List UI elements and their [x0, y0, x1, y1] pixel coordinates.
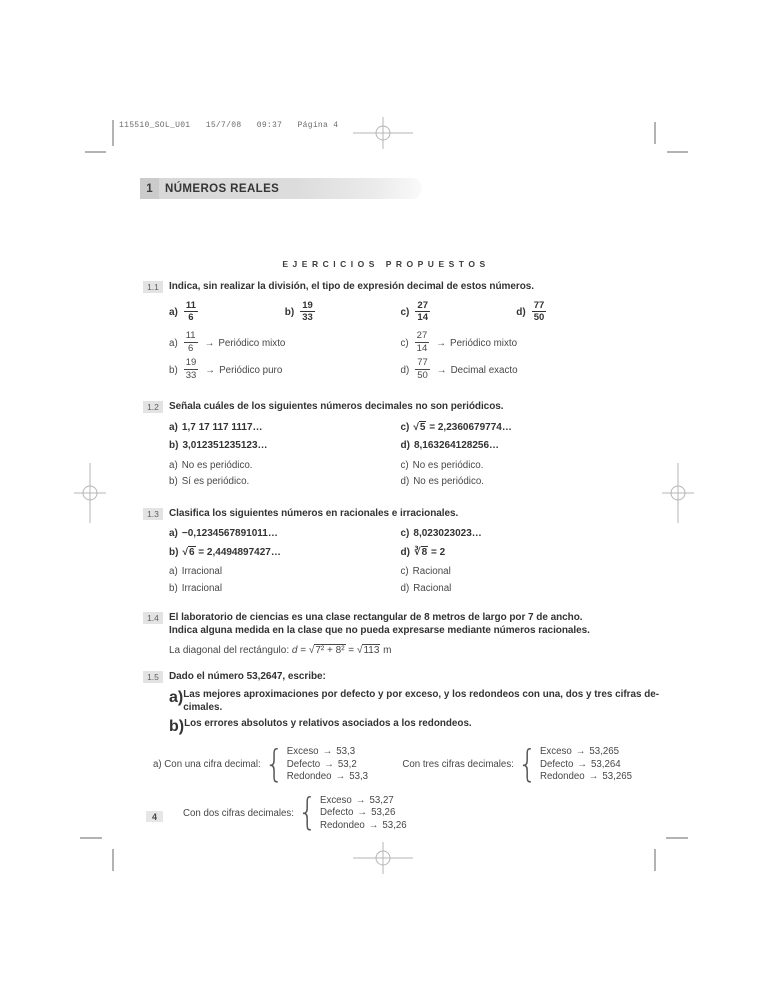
arrow-glyph: →: [436, 337, 447, 349]
exercise-1-2-answers: [169, 459, 632, 489]
formula-text: m: [380, 644, 392, 656]
exercise-1-4-statement: [169, 611, 632, 638]
exercise-1-4-number: 1.4: [143, 612, 163, 624]
radicand: 5: [419, 421, 426, 433]
group-row: [287, 759, 368, 772]
variable-d: d: [291, 644, 298, 656]
answer-label: c): [400, 566, 409, 578]
item-text: 8,023023023…: [413, 528, 482, 540]
page-content: [140, 178, 660, 835]
item-text: −0,1234567891011…: [181, 528, 278, 540]
item-text: Los errores absolutos y relativos asociados a los redondeos.: [184, 718, 472, 730]
answer-line: [169, 565, 401, 579]
registration-mark-top: [353, 117, 413, 149]
exercise-1-3-answers: [169, 565, 632, 595]
exercise-1-1: [140, 280, 632, 382]
radicand: 113: [363, 644, 380, 656]
exercise-1-3-number: 1.3: [143, 508, 163, 520]
item-label: b): [169, 718, 185, 736]
item-text: = 2,4494897427…: [195, 546, 281, 558]
radical-sign: √: [182, 546, 188, 558]
group-row: [287, 746, 368, 759]
arrow-glyph: →: [324, 758, 334, 770]
exercise-1-5-answers: [153, 742, 632, 835]
crop-mark: [112, 849, 114, 871]
round-type: Exceso: [539, 746, 572, 758]
exercise-1-2-statement: Señala cuáles de los siguientes números decimales no son periódicos.: [169, 401, 504, 413]
rounding-group-one-decimal: [153, 742, 369, 787]
fraction: [184, 301, 198, 325]
radical-sign: √: [356, 644, 363, 656]
arrow-glyph: →: [368, 819, 379, 831]
fraction-denominator: 6: [188, 312, 194, 324]
exercise-1-3-statement: Clasifica los siguientes números en racionales e irracionales.: [169, 507, 459, 519]
arrow-glyph: →: [335, 771, 346, 783]
fraction-item: [401, 301, 517, 325]
answer-line: [169, 358, 401, 382]
fraction-denominator: 50: [417, 370, 428, 382]
statement-line: El laboratorio de ciencias es una clase rectangular de 8 metros de largo por 7 de ancho.: [169, 611, 583, 623]
round-value: 53,27: [369, 794, 394, 806]
item-label: a): [169, 421, 178, 433]
item-label: b): [284, 306, 295, 318]
item-label: c): [400, 421, 410, 433]
arrow-glyph: →: [205, 364, 216, 376]
crop-mark: [80, 837, 102, 839]
item-line: [401, 545, 633, 561]
fraction-item: [169, 301, 285, 325]
answer-text: Periódico mixto: [218, 337, 286, 349]
answer-text: No es periódico.: [412, 459, 484, 471]
exercise-1-5-statement: Dado el número 53,2647, escribe:: [169, 670, 326, 682]
fraction-denominator: 14: [416, 343, 428, 355]
item-text: 3,012351235123…: [182, 440, 268, 452]
round-type: Exceso: [286, 746, 319, 758]
fraction-numerator: 11: [185, 299, 196, 311]
item-line: [401, 420, 633, 436]
fraction: [415, 358, 430, 382]
answer-label: a): [169, 566, 178, 578]
exercise-1-5: [140, 670, 660, 835]
item-label: c): [400, 306, 410, 318]
item-line: [169, 420, 401, 436]
fraction-item: [516, 301, 632, 325]
group-label: Con tres cifras decimales:: [402, 759, 514, 771]
crop-mark: [654, 849, 656, 871]
fraction-numerator: 19: [185, 357, 197, 369]
exercise-1-5-item-b: [169, 718, 632, 736]
item-text: Las mejores aproximaciones por defecto y por exceso, y los redondeos con una, dos y tres cifras de-: [183, 689, 660, 701]
answer-text: Periódico mixto: [450, 337, 518, 349]
group-row: [540, 759, 632, 772]
brace-glyph: {: [297, 790, 318, 835]
answer-line: [169, 331, 401, 355]
round-value: 53,265: [602, 771, 632, 783]
answer-text: Irracional: [181, 566, 223, 578]
fraction: [532, 301, 547, 325]
chapter-title-bar: [140, 178, 422, 199]
item-label: a): [169, 528, 178, 540]
fraction-numerator: 19: [302, 299, 313, 311]
round-type: Redondeo: [286, 771, 332, 783]
round-type: Defecto: [320, 807, 354, 819]
item-line: [401, 526, 633, 542]
fraction-denominator: 50: [533, 312, 545, 324]
item-text: cimales.: [183, 702, 223, 714]
round-value: 53,26: [371, 807, 396, 819]
group-row: [540, 746, 632, 759]
round-value: 53,26: [382, 819, 407, 831]
crop-mark: [112, 120, 114, 146]
fraction-item: [285, 301, 401, 325]
answer-text: Decimal exacto: [450, 364, 518, 376]
exercise-1-1-items: [169, 301, 632, 325]
arrow-glyph: →: [436, 364, 447, 376]
statement-line: Indica alguna medida en la clase que no pueda expresarse mediante números racionales.: [169, 625, 590, 637]
answer-text: Racional: [413, 583, 452, 595]
fraction-numerator: 77: [533, 299, 545, 311]
answer-text: No es periódico.: [181, 459, 253, 471]
item-text: 1,7 17 117 1117…: [181, 421, 263, 433]
group-row: [320, 807, 407, 820]
answer-label: d): [400, 364, 410, 376]
item-label: a): [169, 689, 184, 707]
arrow-glyph: →: [204, 337, 215, 349]
arrow-glyph: →: [577, 758, 588, 770]
crop-mark: [666, 837, 688, 839]
fraction-numerator: 27: [417, 299, 428, 311]
group-label: Con dos cifras decimales:: [183, 807, 294, 819]
round-value: 53,264: [591, 758, 621, 770]
round-value: 53,265: [589, 746, 620, 758]
registration-mark-bottom: [353, 842, 413, 874]
brace-glyph: {: [264, 742, 284, 787]
fraction-denominator: 14: [417, 312, 428, 324]
exercise-1-2: [140, 400, 632, 489]
answer-label: c): [400, 459, 409, 471]
fraction-numerator: 77: [417, 357, 428, 369]
radical-sign: √: [413, 421, 419, 433]
exercise-1-3: [140, 507, 632, 596]
group-label: a) Con una cifra decimal:: [153, 759, 261, 771]
item-text: = 2,2360679774…: [426, 421, 512, 433]
answer-text: No es periódico.: [413, 476, 485, 488]
item-line: [401, 438, 633, 454]
answer-label: c): [400, 337, 409, 349]
round-value: 53,3: [336, 746, 356, 758]
group-row: [287, 771, 368, 784]
item-label: d): [516, 306, 526, 318]
answer-label: d): [400, 583, 410, 595]
fraction: [415, 331, 430, 355]
fraction: [184, 331, 198, 355]
exercise-1-4: [140, 611, 632, 656]
arrow-glyph: →: [575, 746, 586, 758]
exercise-1-4-answer-formula: [169, 645, 632, 656]
registration-mark-right: [662, 463, 694, 523]
formula-text: =: [345, 644, 357, 656]
round-type: Defecto: [539, 758, 574, 770]
formula-text: =: [297, 644, 309, 656]
exercise-1-1-statement: Indica, sin realizar la división, el tipo de expresión decimal de estos números.: [169, 281, 535, 292]
answer-line: [169, 475, 401, 489]
chapter-title: NÚMEROS REALES: [165, 182, 280, 195]
section-heading: EJERCICIOS PROPUESTOS: [282, 259, 490, 269]
formula-text: La diagonal del rectángulo:: [169, 644, 292, 656]
print-slug-text: 115510_SOL_U01 15/7/08 09:37 Página 4: [119, 121, 339, 130]
radicand: 8: [421, 546, 428, 558]
answer-label: b): [169, 583, 178, 595]
item-line: [169, 526, 401, 542]
page-number: 4: [146, 811, 163, 822]
exercise-1-1-number: 1.1: [143, 281, 163, 293]
round-value: 53,2: [337, 758, 357, 770]
fraction: [184, 358, 199, 382]
exercise-1-3-items: [169, 526, 632, 560]
round-type: Defecto: [286, 758, 321, 770]
exercise-1-5-number: 1.5: [143, 671, 163, 683]
crop-mark: [85, 151, 106, 153]
item-label: a): [169, 306, 178, 318]
fraction-denominator: 33: [302, 312, 313, 324]
radicand: 7² + 8²: [315, 644, 345, 656]
answer-line: [169, 582, 401, 596]
round-type: Redondeo: [539, 771, 585, 783]
answer-text: Sí es periódico.: [181, 476, 250, 488]
arrow-glyph: →: [357, 807, 368, 819]
fraction: [415, 301, 430, 325]
registration-mark-left: [74, 463, 106, 523]
round-type: Exceso: [320, 794, 352, 806]
fraction-denominator: 33: [185, 370, 197, 382]
item-label: b): [169, 440, 179, 452]
answer-label: a): [169, 337, 178, 349]
answer-text: Racional: [412, 566, 451, 578]
crop-mark: [667, 151, 688, 153]
rounding-group-two-decimals: [183, 790, 407, 835]
item-line: [169, 545, 401, 561]
answer-label: d): [400, 476, 410, 488]
round-type: Redondeo: [320, 819, 365, 831]
radical-sign: √: [308, 644, 315, 656]
item-label: b): [169, 546, 179, 558]
crop-mark: [654, 122, 656, 144]
group-row: [320, 795, 407, 808]
radicand: 6: [188, 546, 195, 558]
fraction-numerator: 27: [416, 330, 428, 342]
item-label: c): [400, 528, 410, 540]
group-row: [320, 820, 407, 833]
exercise-1-1-answers: [169, 331, 632, 382]
radical-sign: ∛: [413, 546, 421, 558]
group-row: [540, 771, 632, 784]
brace-glyph: {: [517, 742, 537, 787]
fraction-numerator: 11: [185, 330, 196, 342]
arrow-glyph: →: [322, 746, 333, 758]
answer-line: [401, 459, 633, 473]
round-value: 53,3: [349, 771, 369, 783]
item-text: = 2: [428, 546, 446, 558]
answer-text: Irracional: [181, 583, 223, 595]
answer-line: [401, 582, 633, 596]
exercise-1-2-number: 1.2: [143, 401, 163, 413]
exercise-1-5-item-a: [169, 689, 660, 715]
answer-text: Periódico puro: [219, 364, 283, 376]
answer-line: [401, 358, 633, 382]
arrow-glyph: →: [355, 794, 366, 806]
answer-line: [401, 565, 633, 579]
fraction-denominator: 6: [188, 343, 194, 355]
answer-line: [169, 459, 401, 473]
answer-label: b): [169, 364, 178, 376]
fraction: [300, 301, 315, 325]
item-label: d): [400, 546, 410, 558]
arrow-glyph: →: [588, 771, 599, 783]
item-label: d): [400, 440, 410, 452]
answer-label: a): [169, 459, 178, 471]
rounding-group-three-decimals: [402, 742, 632, 787]
exercise-1-2-items: [169, 420, 632, 454]
chapter-number: 1: [140, 178, 159, 199]
answer-label: b): [169, 476, 178, 488]
answer-line: [401, 331, 633, 355]
answer-line: [401, 475, 633, 489]
item-line: [169, 438, 401, 454]
item-text: 8,163264128256…: [413, 440, 500, 452]
